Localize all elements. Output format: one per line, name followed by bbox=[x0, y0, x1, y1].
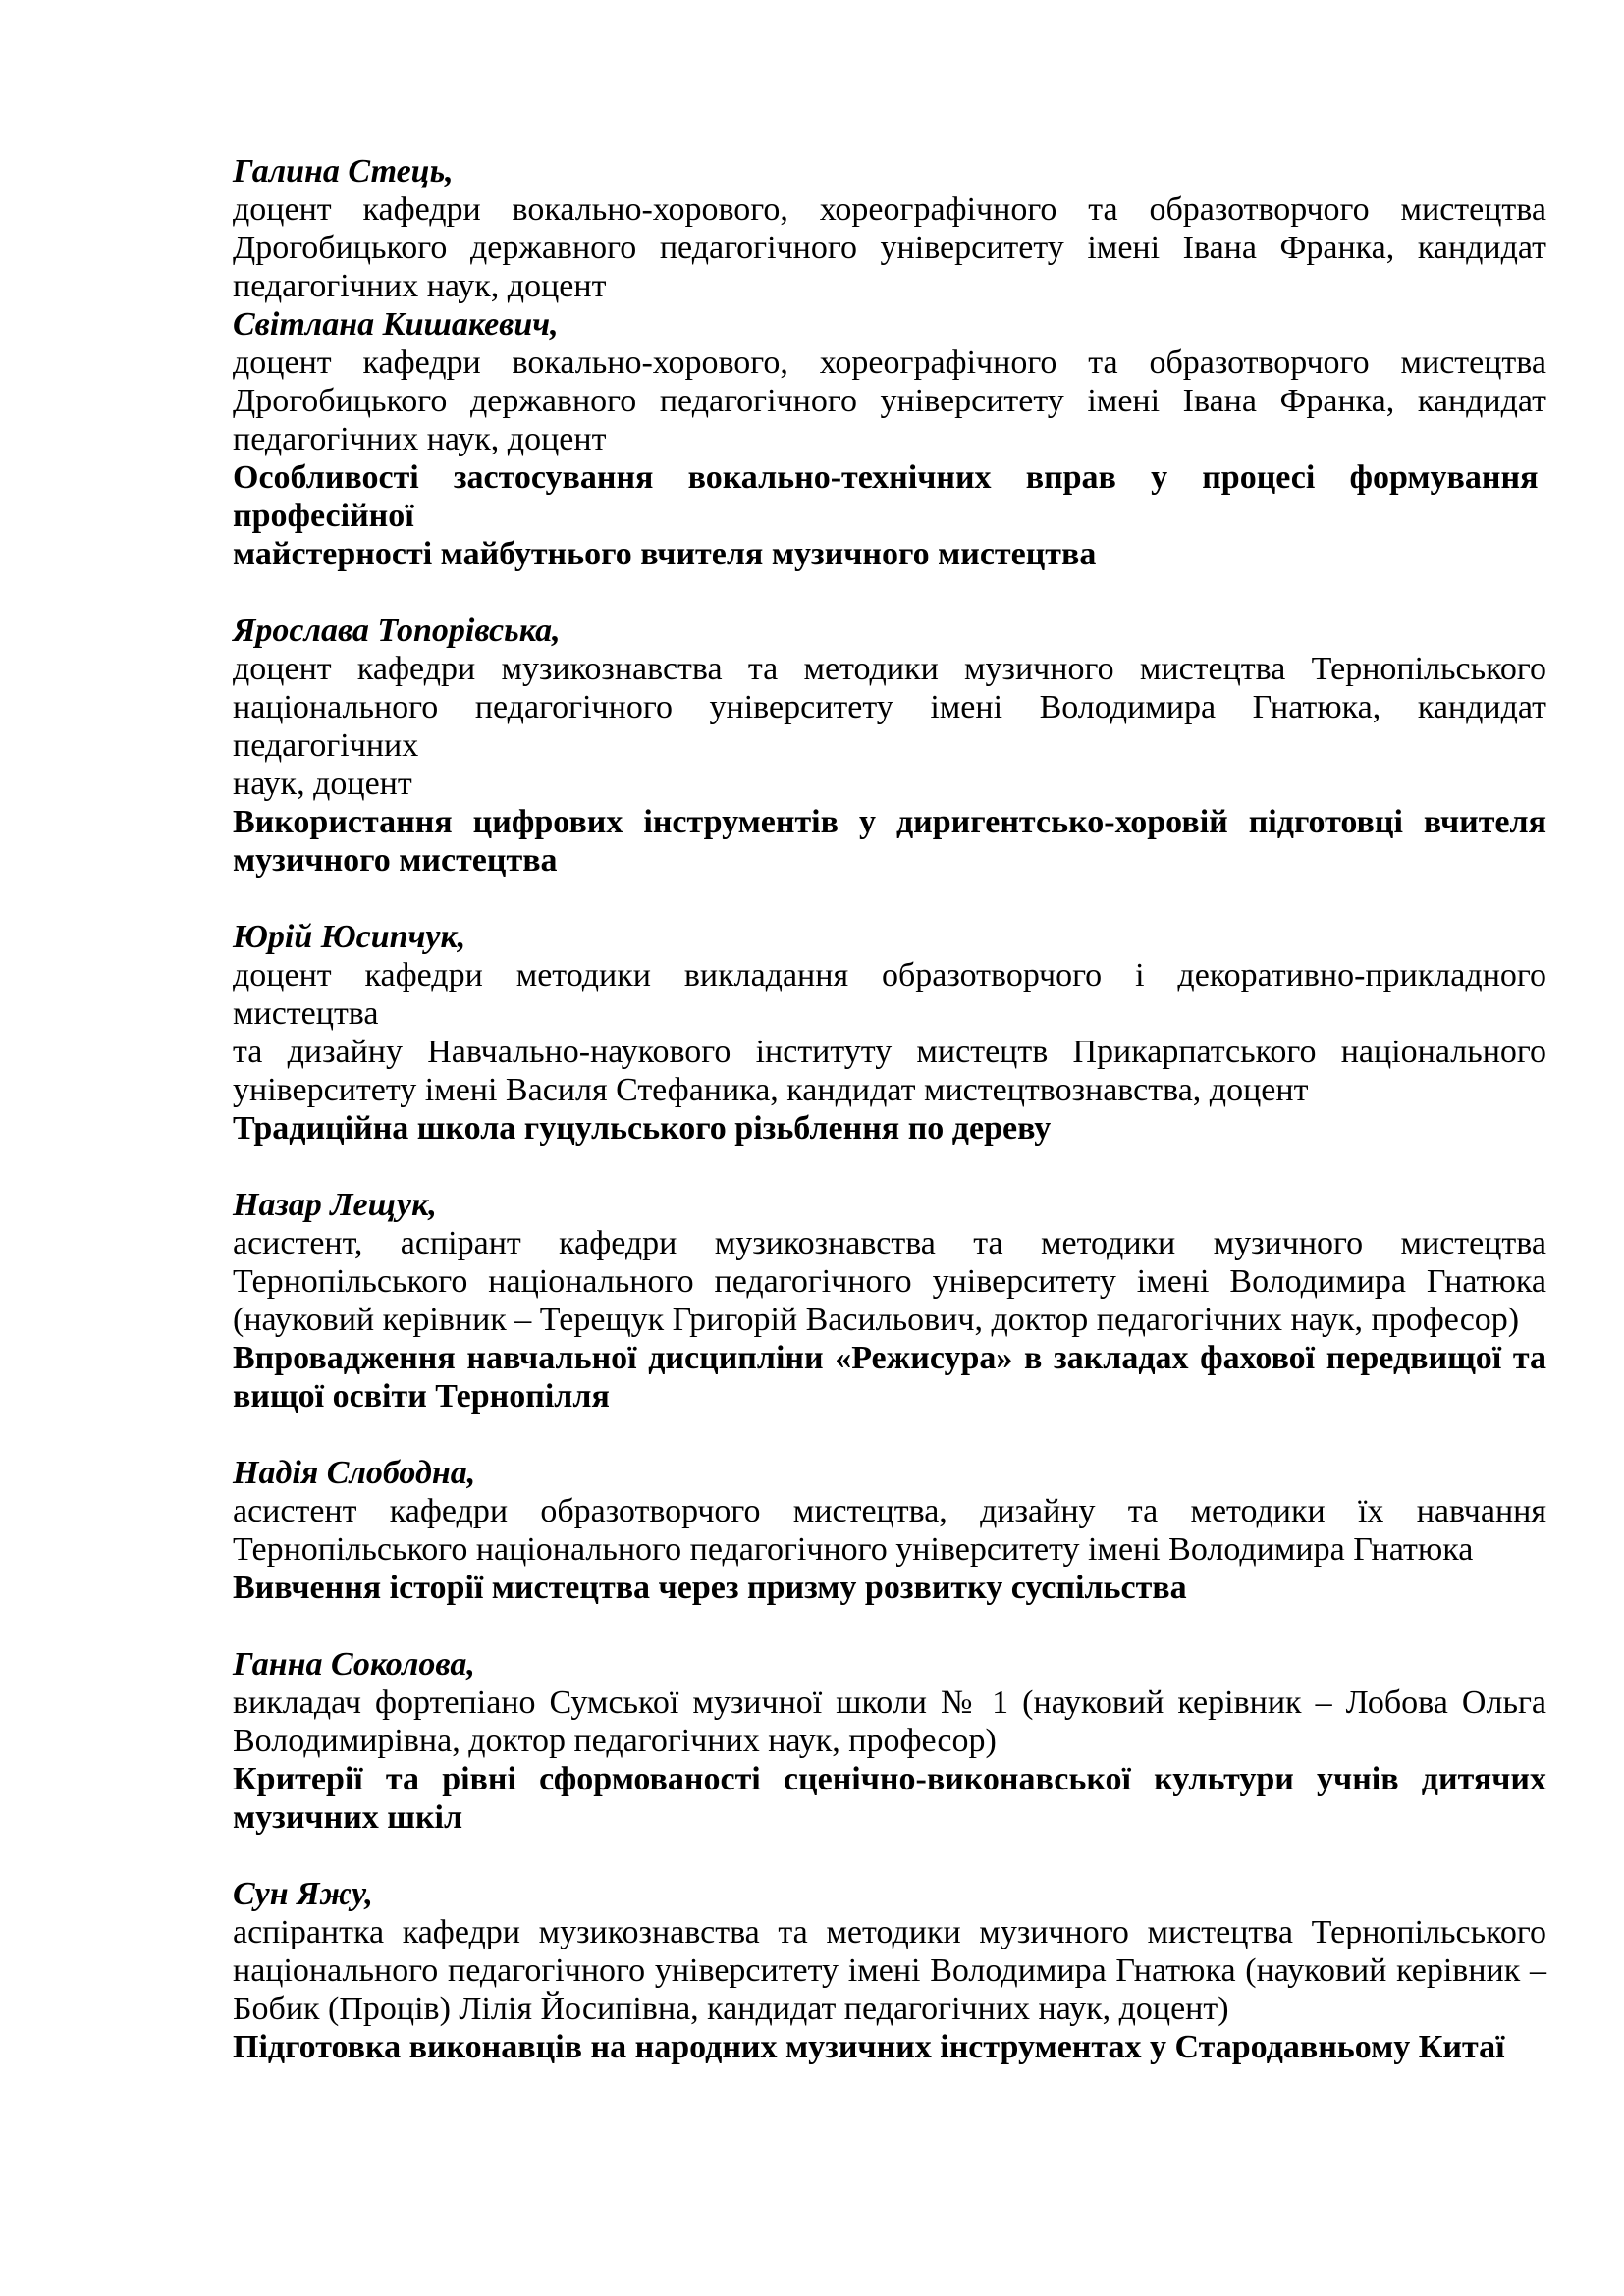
author-affiliation-line: викладач фортепіано Сумської музичної школи № 1 (науковий керівник – Лобова Ольга bbox=[233, 1684, 1546, 1721]
author-affiliation-line: національного педагогічного університету імені Володимира Гнатюка, кандидат педагогічних bbox=[233, 689, 1546, 764]
author-affiliation-line: доцент кафедри вокально-хорового, хореографічного та образотворчого мистецтва bbox=[233, 345, 1546, 381]
paper-title-line: майстерності майбутнього вчителя музичного мистецтва bbox=[233, 536, 1097, 572]
author-name: Надія Слободна, bbox=[233, 1455, 476, 1491]
author-affiliation-line: університету імені Василя Стефаника, кандидат мистецтвознавства, доцент bbox=[233, 1072, 1309, 1108]
author-affiliation-line: педагогічних наук, доцент bbox=[233, 268, 607, 304]
author-affiliation-line: доцент кафедри вокально-хорового, хореографічного та образотворчого мистецтва bbox=[233, 191, 1546, 228]
paper-title-line: музичних шкіл bbox=[233, 1799, 463, 1836]
author-name: Сун Яжу, bbox=[233, 1876, 373, 1912]
program-entry bbox=[233, 612, 1546, 880]
author-name: Ганна Соколова, bbox=[233, 1646, 475, 1682]
author-affiliation-line: національного педагогічного університету імені Володимира Гнатюка (науковий керівник – bbox=[233, 1952, 1546, 1989]
program-entry bbox=[233, 918, 1546, 1148]
author-affiliation-line: асистент кафедри образотворчого мистецтва, дизайну та методики їх навчання bbox=[233, 1493, 1546, 1529]
author-name: Світлана Кишакевич, bbox=[233, 306, 559, 343]
author-affiliation-line: Тернопільського національного педагогічного університету імені Володимира Гнатюка bbox=[233, 1531, 1474, 1568]
author-affiliation-line: асистент, аспірант кафедри музикознавства та методики музичного мистецтва bbox=[233, 1225, 1546, 1261]
author-name: Ярослава Топорівська, bbox=[233, 613, 561, 649]
author-affiliation-line: Володимирівна, доктор педагогічних наук, професор) bbox=[233, 1723, 997, 1759]
author-affiliation-line: Бобик (Проців) Лілія Йосипівна, кандидат педагогічних наук, доцент) bbox=[233, 1991, 1229, 2027]
program-entries bbox=[233, 152, 1546, 2066]
program-entry bbox=[233, 152, 1546, 573]
author-affiliation-line: аспірантка кафедри музикознавства та методики музичного мистецтва Тернопільського bbox=[233, 1914, 1546, 1950]
author-affiliation-line: Тернопільського національного педагогічного університету імені Володимира Гнатюка bbox=[233, 1263, 1546, 1300]
paper-title-line: Впровадження навчальної дисципліни «Режисура» в закладах фахової передвищої та bbox=[233, 1340, 1546, 1376]
author-name: Назар Лещук, bbox=[233, 1187, 437, 1223]
author-name: Юрій Юсипчук, bbox=[233, 919, 466, 955]
author-affiliation-line: (науковий керівник – Терещук Григорій Васильович, доктор педагогічних наук, професор) bbox=[233, 1302, 1520, 1338]
author-affiliation-line: наук, доцент bbox=[233, 766, 412, 802]
author-affiliation-line: доцент кафедри музикознавства та методики музичного мистецтва Тернопільського bbox=[233, 651, 1546, 687]
author-name: Галина Стець, bbox=[233, 153, 454, 189]
program-entry bbox=[233, 1186, 1546, 1415]
program-entry bbox=[233, 1454, 1546, 1607]
author-affiliation-line: Дрогобицького державного педагогічного університету імені Івана Франка, кандидат bbox=[233, 230, 1546, 266]
author-affiliation-line: Дрогобицького державного педагогічного університету імені Івана Франка, кандидат bbox=[233, 383, 1546, 419]
author-affiliation-line: доцент кафедри методики викладання образотворчого і декоративно-прикладного мистецтва bbox=[233, 957, 1546, 1032]
paper-title-line: Підготовка виконавців на народних музичних інструментах у Стародавньому Китаї bbox=[233, 2029, 1505, 2065]
paper-title-line: Особливості застосування вокально-технічних вправ у процесі формування професійної bbox=[233, 459, 1546, 534]
paper-title-line: вищої освіти Тернопілля bbox=[233, 1378, 610, 1415]
program-entry bbox=[233, 1645, 1546, 1837]
paper-title-line: Традиційна школа гуцульського різьблення по дереву bbox=[233, 1110, 1052, 1147]
program-entry bbox=[233, 1875, 1546, 2066]
paper-title-line: Критерії та рівні сформованості сценічно-виконавської культури учнів дитячих bbox=[233, 1761, 1546, 1797]
author-affiliation-line: педагогічних наук, доцент bbox=[233, 421, 607, 457]
author-affiliation-line: та дизайну Навчально-наукового інституту мистецтв Прикарпатського національного bbox=[233, 1034, 1546, 1070]
paper-title-line: Вивчення історії мистецтва через призму розвитку суспільства bbox=[233, 1570, 1187, 1606]
paper-title-line: Використання цифрових інструментів у диригентсько-хоровій підготовці вчителя bbox=[233, 804, 1546, 840]
paper-title-line: музичного мистецтва bbox=[233, 842, 558, 879]
